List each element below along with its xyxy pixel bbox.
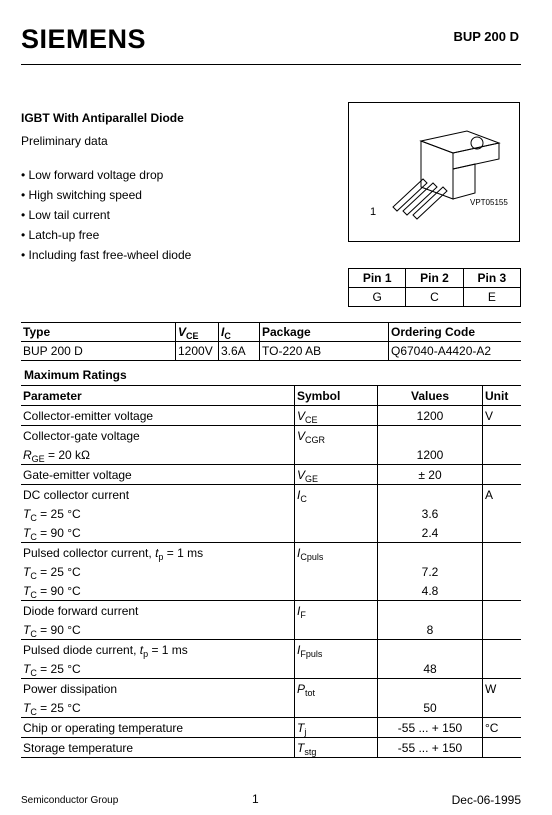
package-figure xyxy=(348,102,520,242)
rating-row xyxy=(21,718,521,738)
rating-row xyxy=(21,562,521,581)
rating-row xyxy=(21,581,521,601)
rating-symbol: $I_C$ xyxy=(295,485,378,505)
max-ratings-title: Maximum Ratings xyxy=(24,368,127,382)
rating-row xyxy=(21,698,521,718)
feature-item: • Low tail current xyxy=(21,207,191,227)
siemens-logo: SIEMENS xyxy=(21,24,147,54)
rating-parameter: Pulsed collector current, $t_p = 1$ ms xyxy=(21,543,295,563)
rating-row xyxy=(21,445,521,465)
rating-unit: °C xyxy=(483,718,522,738)
ic-header: $I_C$ xyxy=(219,323,260,342)
rating-parameter: Chip or operating temperature xyxy=(21,718,295,738)
header-divider xyxy=(21,64,521,65)
rating-value xyxy=(378,640,483,660)
ordering-header: Ordering Code xyxy=(389,323,522,342)
rating-unit xyxy=(483,504,522,523)
rating-value: -55 ... + 150 xyxy=(378,738,483,758)
rating-unit xyxy=(483,581,522,601)
rating-row xyxy=(21,640,521,660)
feature-item: • Low forward voltage drop xyxy=(21,167,191,187)
type-header-row xyxy=(21,323,521,342)
max-ratings-header-row xyxy=(21,386,521,406)
rating-symbol: $P_{tot}$ xyxy=(295,679,378,699)
rating-value xyxy=(378,543,483,563)
unit-header: Unit xyxy=(483,386,522,406)
rating-parameter: $T_C = 25$ °C xyxy=(23,661,81,678)
package-code: VPT05155 xyxy=(470,198,508,207)
rating-parameter: DC collector current xyxy=(21,485,295,505)
rating-unit xyxy=(483,445,522,465)
rating-symbol: $V_{GE}$ xyxy=(295,465,378,485)
pin-header-row xyxy=(349,269,521,288)
pin-table xyxy=(348,268,521,307)
rating-value: 1200 xyxy=(378,445,483,465)
rating-row xyxy=(21,523,521,543)
rating-symbol xyxy=(295,523,378,543)
rating-unit: V xyxy=(483,406,522,426)
rating-parameter: Power dissipation xyxy=(21,679,295,699)
rating-value: 2.4 xyxy=(378,523,483,543)
rating-symbol: $I_F$ xyxy=(295,601,378,621)
rating-row xyxy=(21,406,521,426)
rating-value: 4.8 xyxy=(378,581,483,601)
part-number: BUP 200 D xyxy=(453,29,519,44)
rating-parameter: Diode forward current xyxy=(21,601,295,621)
rating-row xyxy=(21,659,521,679)
rating-row xyxy=(21,485,521,505)
rating-parameter: Gate-emitter voltage xyxy=(21,465,295,485)
vce-header: $V_{CE}$ xyxy=(176,323,219,342)
pin-one-label: 1 xyxy=(370,206,377,218)
symbol-header: Symbol xyxy=(295,386,378,406)
rating-unit xyxy=(483,738,522,758)
footer-date: Dec-06-1995 xyxy=(451,793,521,807)
max-ratings-table xyxy=(21,385,521,758)
rating-parameter: $R_{GE} = 20$ kΩ xyxy=(23,447,91,464)
rating-row xyxy=(21,504,521,523)
type-row xyxy=(21,342,521,361)
rating-parameter: Collector-emitter voltage xyxy=(21,406,295,426)
rating-parameter: Collector-gate voltage xyxy=(21,426,295,446)
rating-value: 50 xyxy=(378,698,483,718)
rating-symbol xyxy=(295,698,378,718)
rating-symbol xyxy=(295,581,378,601)
rating-symbol xyxy=(295,620,378,640)
pin-value: G xyxy=(349,288,406,307)
rating-symbol: $T_j$ xyxy=(295,718,378,738)
to220-package-drawing xyxy=(349,103,519,241)
rating-unit: A xyxy=(483,485,522,505)
rating-row xyxy=(21,601,521,621)
rating-symbol: $T_{stg}$ xyxy=(295,738,378,758)
rating-symbol: $I_{Cpuls}$ xyxy=(295,543,378,563)
rating-parameter: $T_C = 90$ °C xyxy=(23,525,81,542)
rating-unit xyxy=(483,698,522,718)
feature-item: • High switching speed xyxy=(21,187,191,207)
rating-value xyxy=(378,601,483,621)
rating-unit xyxy=(483,640,522,660)
rating-unit xyxy=(483,426,522,446)
footer-page-number: 1 xyxy=(252,792,259,806)
device-title: IGBT With Antiparallel Diode xyxy=(21,111,184,125)
rating-symbol xyxy=(295,562,378,581)
pin-header: Pin 3 xyxy=(463,269,520,288)
rating-unit xyxy=(483,523,522,543)
pin-header: Pin 1 xyxy=(349,269,406,288)
rating-value: -55 ... + 150 xyxy=(378,718,483,738)
rating-value: 7.2 xyxy=(378,562,483,581)
rating-symbol xyxy=(295,445,378,465)
type-header: Type xyxy=(21,323,176,342)
rating-parameter: $T_C = 25$ °C xyxy=(23,506,81,523)
rating-row xyxy=(21,679,521,699)
vce-value: 1200V xyxy=(176,342,219,361)
pin-value-row xyxy=(349,288,521,307)
values-header: Values xyxy=(378,386,483,406)
rating-parameter: Storage temperature xyxy=(21,738,295,758)
rating-row xyxy=(21,543,521,563)
rating-row xyxy=(21,426,521,446)
rating-value xyxy=(378,485,483,505)
rating-value: 8 xyxy=(378,620,483,640)
rating-symbol: $V_{CE}$ xyxy=(295,406,378,426)
rating-unit xyxy=(483,601,522,621)
rating-unit xyxy=(483,465,522,485)
rating-value xyxy=(378,679,483,699)
pin-header: Pin 2 xyxy=(406,269,463,288)
parameter-header: Parameter xyxy=(21,386,295,406)
rating-symbol: $V_{CGR}$ xyxy=(295,426,378,446)
rating-value: ± 20 xyxy=(378,465,483,485)
rating-value: 3.6 xyxy=(378,504,483,523)
ordering-value: Q67040-A4420-A2 xyxy=(389,342,522,361)
rating-row xyxy=(21,738,521,758)
rating-value xyxy=(378,426,483,446)
rating-symbol: $I_{Fpuls}$ xyxy=(295,640,378,660)
rating-unit xyxy=(483,620,522,640)
rating-value: 48 xyxy=(378,659,483,679)
feature-item: • Latch-up free xyxy=(21,227,191,247)
rating-parameter: $T_C = 90$ °C xyxy=(23,583,81,600)
feature-item: • Including fast free-wheel diode xyxy=(21,247,191,267)
pin-value: E xyxy=(463,288,520,307)
rating-unit: W xyxy=(483,679,522,699)
package-value: TO-220 AB xyxy=(260,342,389,361)
rating-parameter: Pulsed diode current, $t_p = 1$ ms xyxy=(21,640,295,660)
feature-list xyxy=(21,167,191,267)
rating-unit xyxy=(483,543,522,563)
rating-row xyxy=(21,620,521,640)
rating-unit xyxy=(483,562,522,581)
rating-parameter: $T_C = 90$ °C xyxy=(23,622,81,639)
rating-parameter: $T_C = 25$ °C xyxy=(23,564,81,581)
rating-parameter: $T_C = 25$ °C xyxy=(23,700,81,717)
footer-company: Semiconductor Group xyxy=(21,795,119,806)
ic-value: 3.6A xyxy=(219,342,260,361)
pin-value: C xyxy=(406,288,463,307)
rating-symbol xyxy=(295,659,378,679)
rating-value: 1200 xyxy=(378,406,483,426)
rating-unit xyxy=(483,659,522,679)
type-table xyxy=(21,322,521,361)
preliminary-label: Preliminary data xyxy=(21,134,108,148)
package-header: Package xyxy=(260,323,389,342)
type-value: BUP 200 D xyxy=(21,342,176,361)
rating-symbol xyxy=(295,504,378,523)
rating-row xyxy=(21,465,521,485)
